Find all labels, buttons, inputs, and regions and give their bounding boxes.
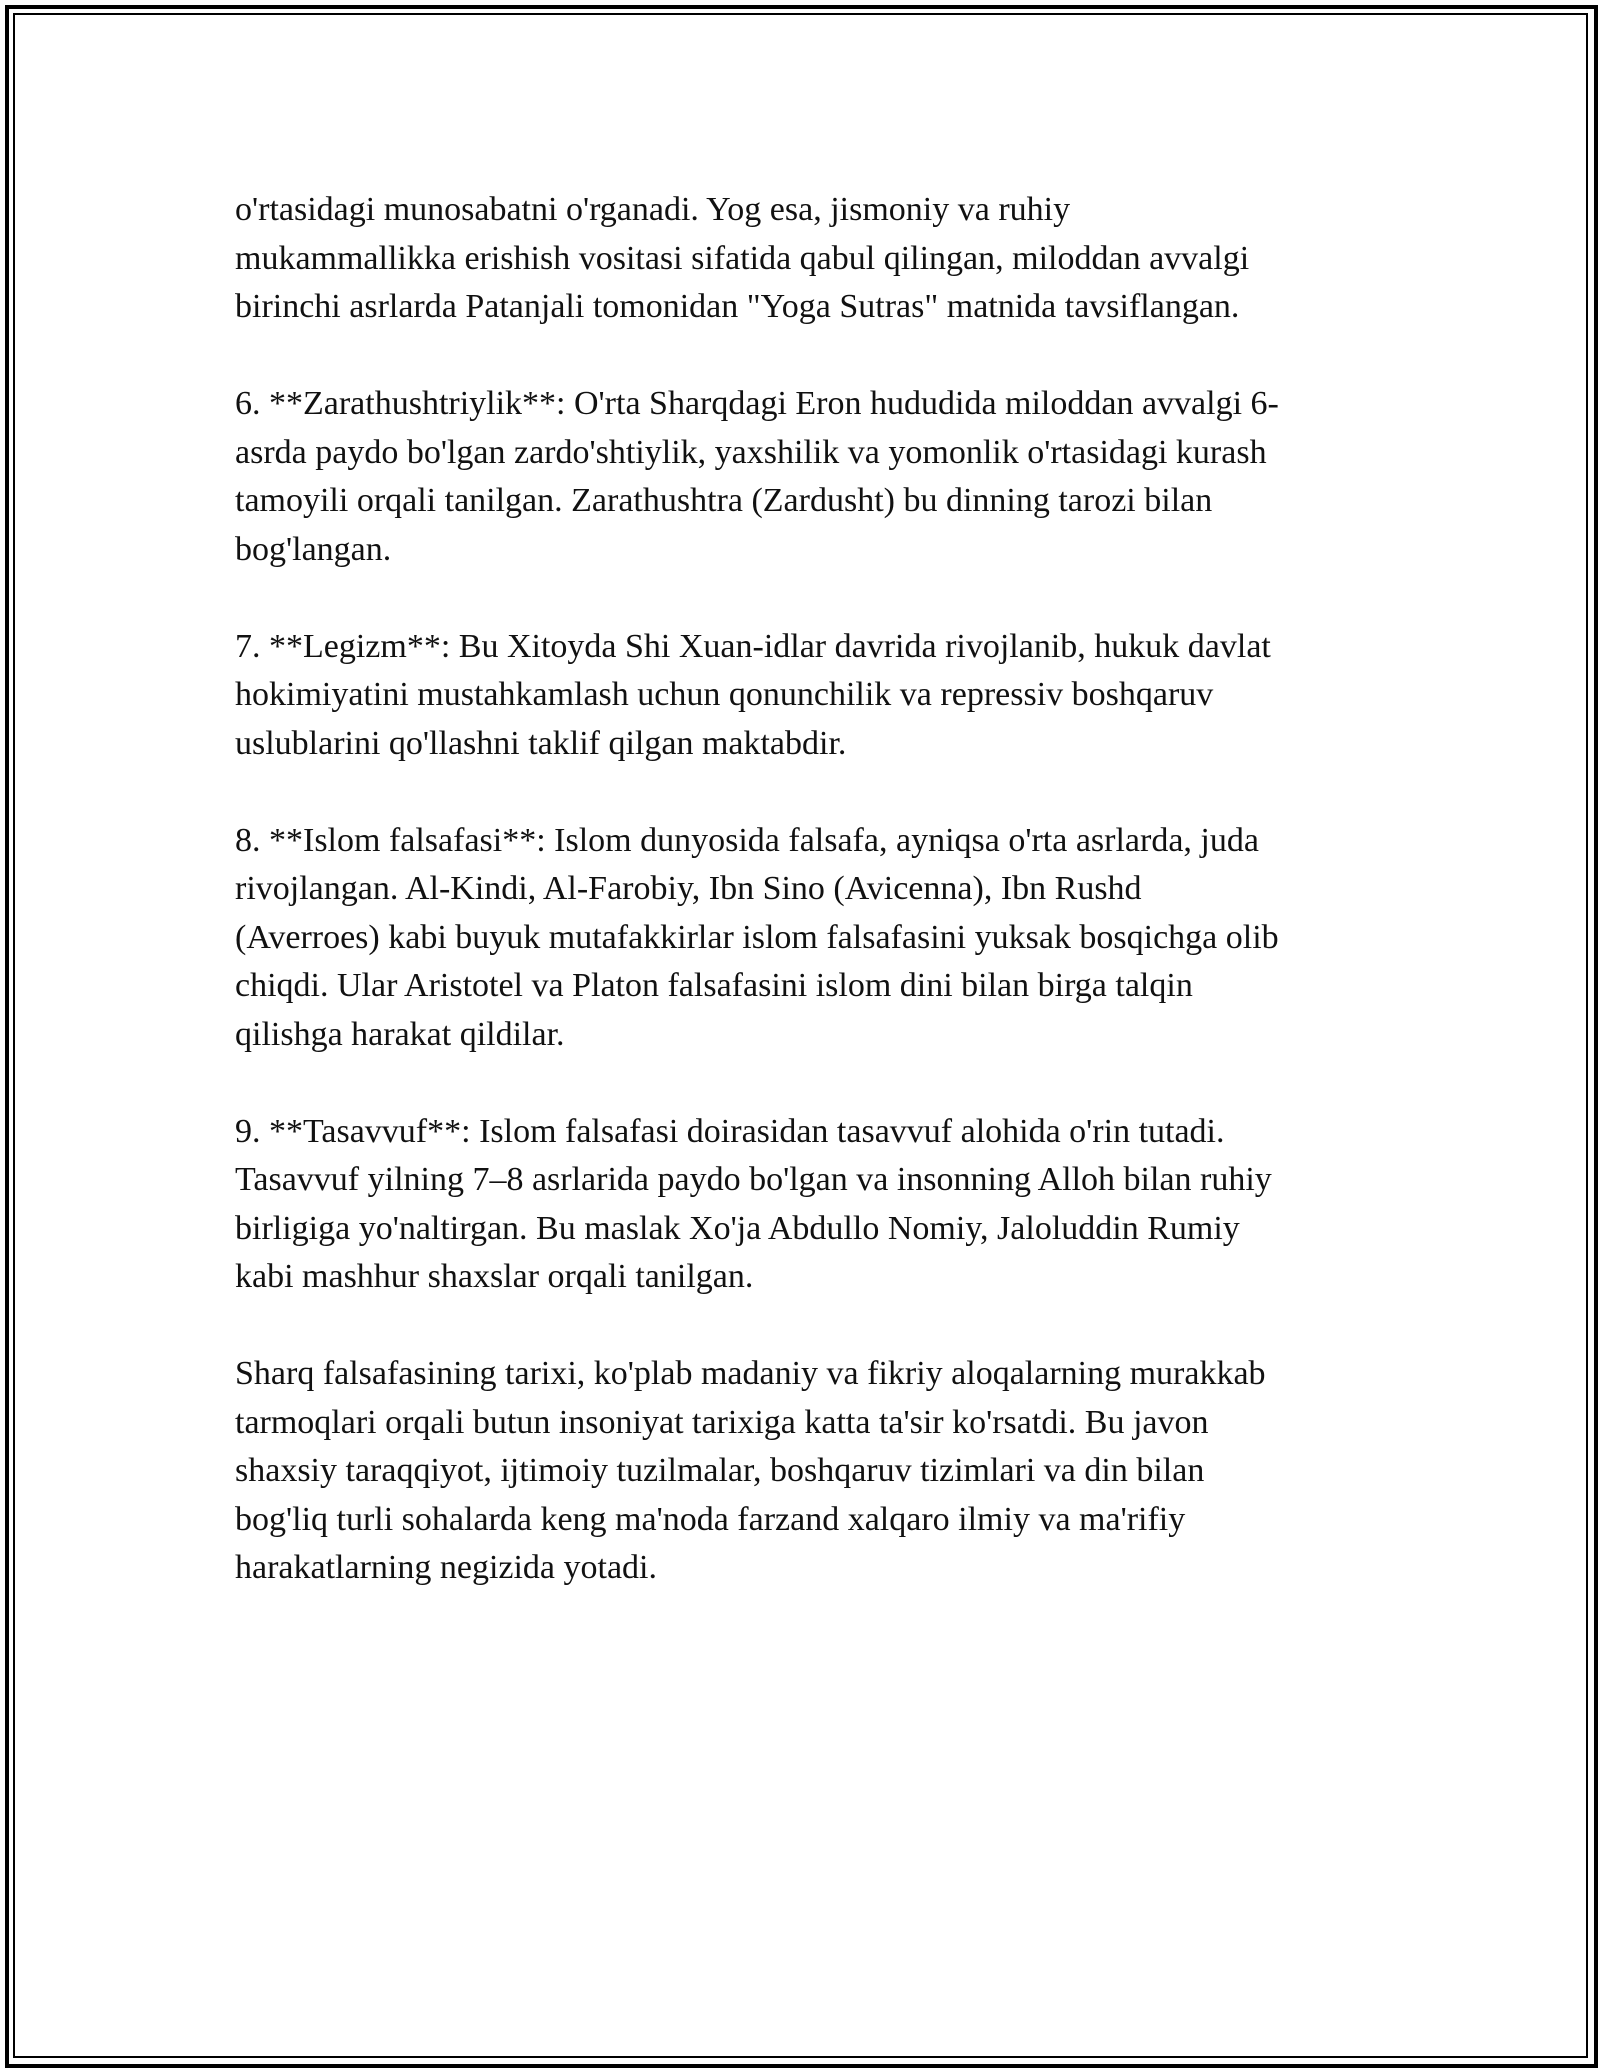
document-body bbox=[235, 186, 1375, 1641]
paragraph-conclusion: Sharq falsafasining tarixi, ko'plab madaniy va fikriy aloqalarning murakkab tarmoqlari orqali butun insoniyat tarixiga katta ta'sir ko'rsatdi. Bu javon shaxsiy taraqqiyot, ijtimoiy tuzilmalar, boshqaruv tizimlari va din bilan bog'liq turli sohalarda keng ma'noda farzand xalqaro ilmiy va ma'rifiy harakatlarning negizida yotadi. bbox=[235, 1355, 1266, 1586]
paragraph-tasavvuf: 9. **Tasavvuf**: Islom falsafasi doirasidan tasavvuf alohida o'rin tutadi. Tasavvuf yilning 7–8 asrlarida paydo bo'lgan va insonning Alloh bilan ruhiy birligiga yo'naltirgan. Bu maslak Xo'ja Abdullo Nomiy, Jaloluddin Rumiy kabi mashhur shaxslar orqali tanilgan. bbox=[235, 1112, 1272, 1295]
paragraph-zarathushtriylik: 6. **Zarathushtriylik**: O'rta Sharqdagi Eron hududida miloddan avvalgi 6- asrda paydo bo'lgan zardo'shtiylik, yaxshilik va yomonlik o'rtasidagi kurash tamoyili orqali tanilgan. Zarathushtra (Zardusht) bu dinning tarozi bilan bog'langan. bbox=[235, 385, 1279, 568]
paragraph-yoga: o'rtasidagi munosabatni o'rganadi. Yog esa, jismoniy va ruhiy mukammallikka erishish vositasi sifatida qabul qilingan, miloddan avvalgi birinchi asrlarda Patanjali tomonidan "Yoga Sutras" matnida tavsiflangan. bbox=[235, 191, 1250, 325]
paragraph-islom-falsafasi: 8. **Islom falsafasi**: Islom dunyosida falsafa, ayniqsa o'rta asrlarda, juda rivojlangan. Al-Kindi, Al-Farobiy, Ibn Sino (Avicenna), Ibn Rushd (Averroes) kabi buyuk mutafakkirlar islom falsafasini yuksak bosqichga olib chiqdi. Ular Aristotel va Platon falsafasini islom dini bilan birga talqin qilishga harakat qildilar. bbox=[235, 821, 1279, 1053]
paragraph-legizm: 7. **Legizm**: Bu Xitoyda Shi Xuan-idlar davrida rivojlanib, hukuk davlat hokimiyatini mustahkamlash uchun qonunchilik va repressiv boshqaruv uslublarini qo'llashni taklif qilgan maktabdir. bbox=[235, 627, 1271, 762]
